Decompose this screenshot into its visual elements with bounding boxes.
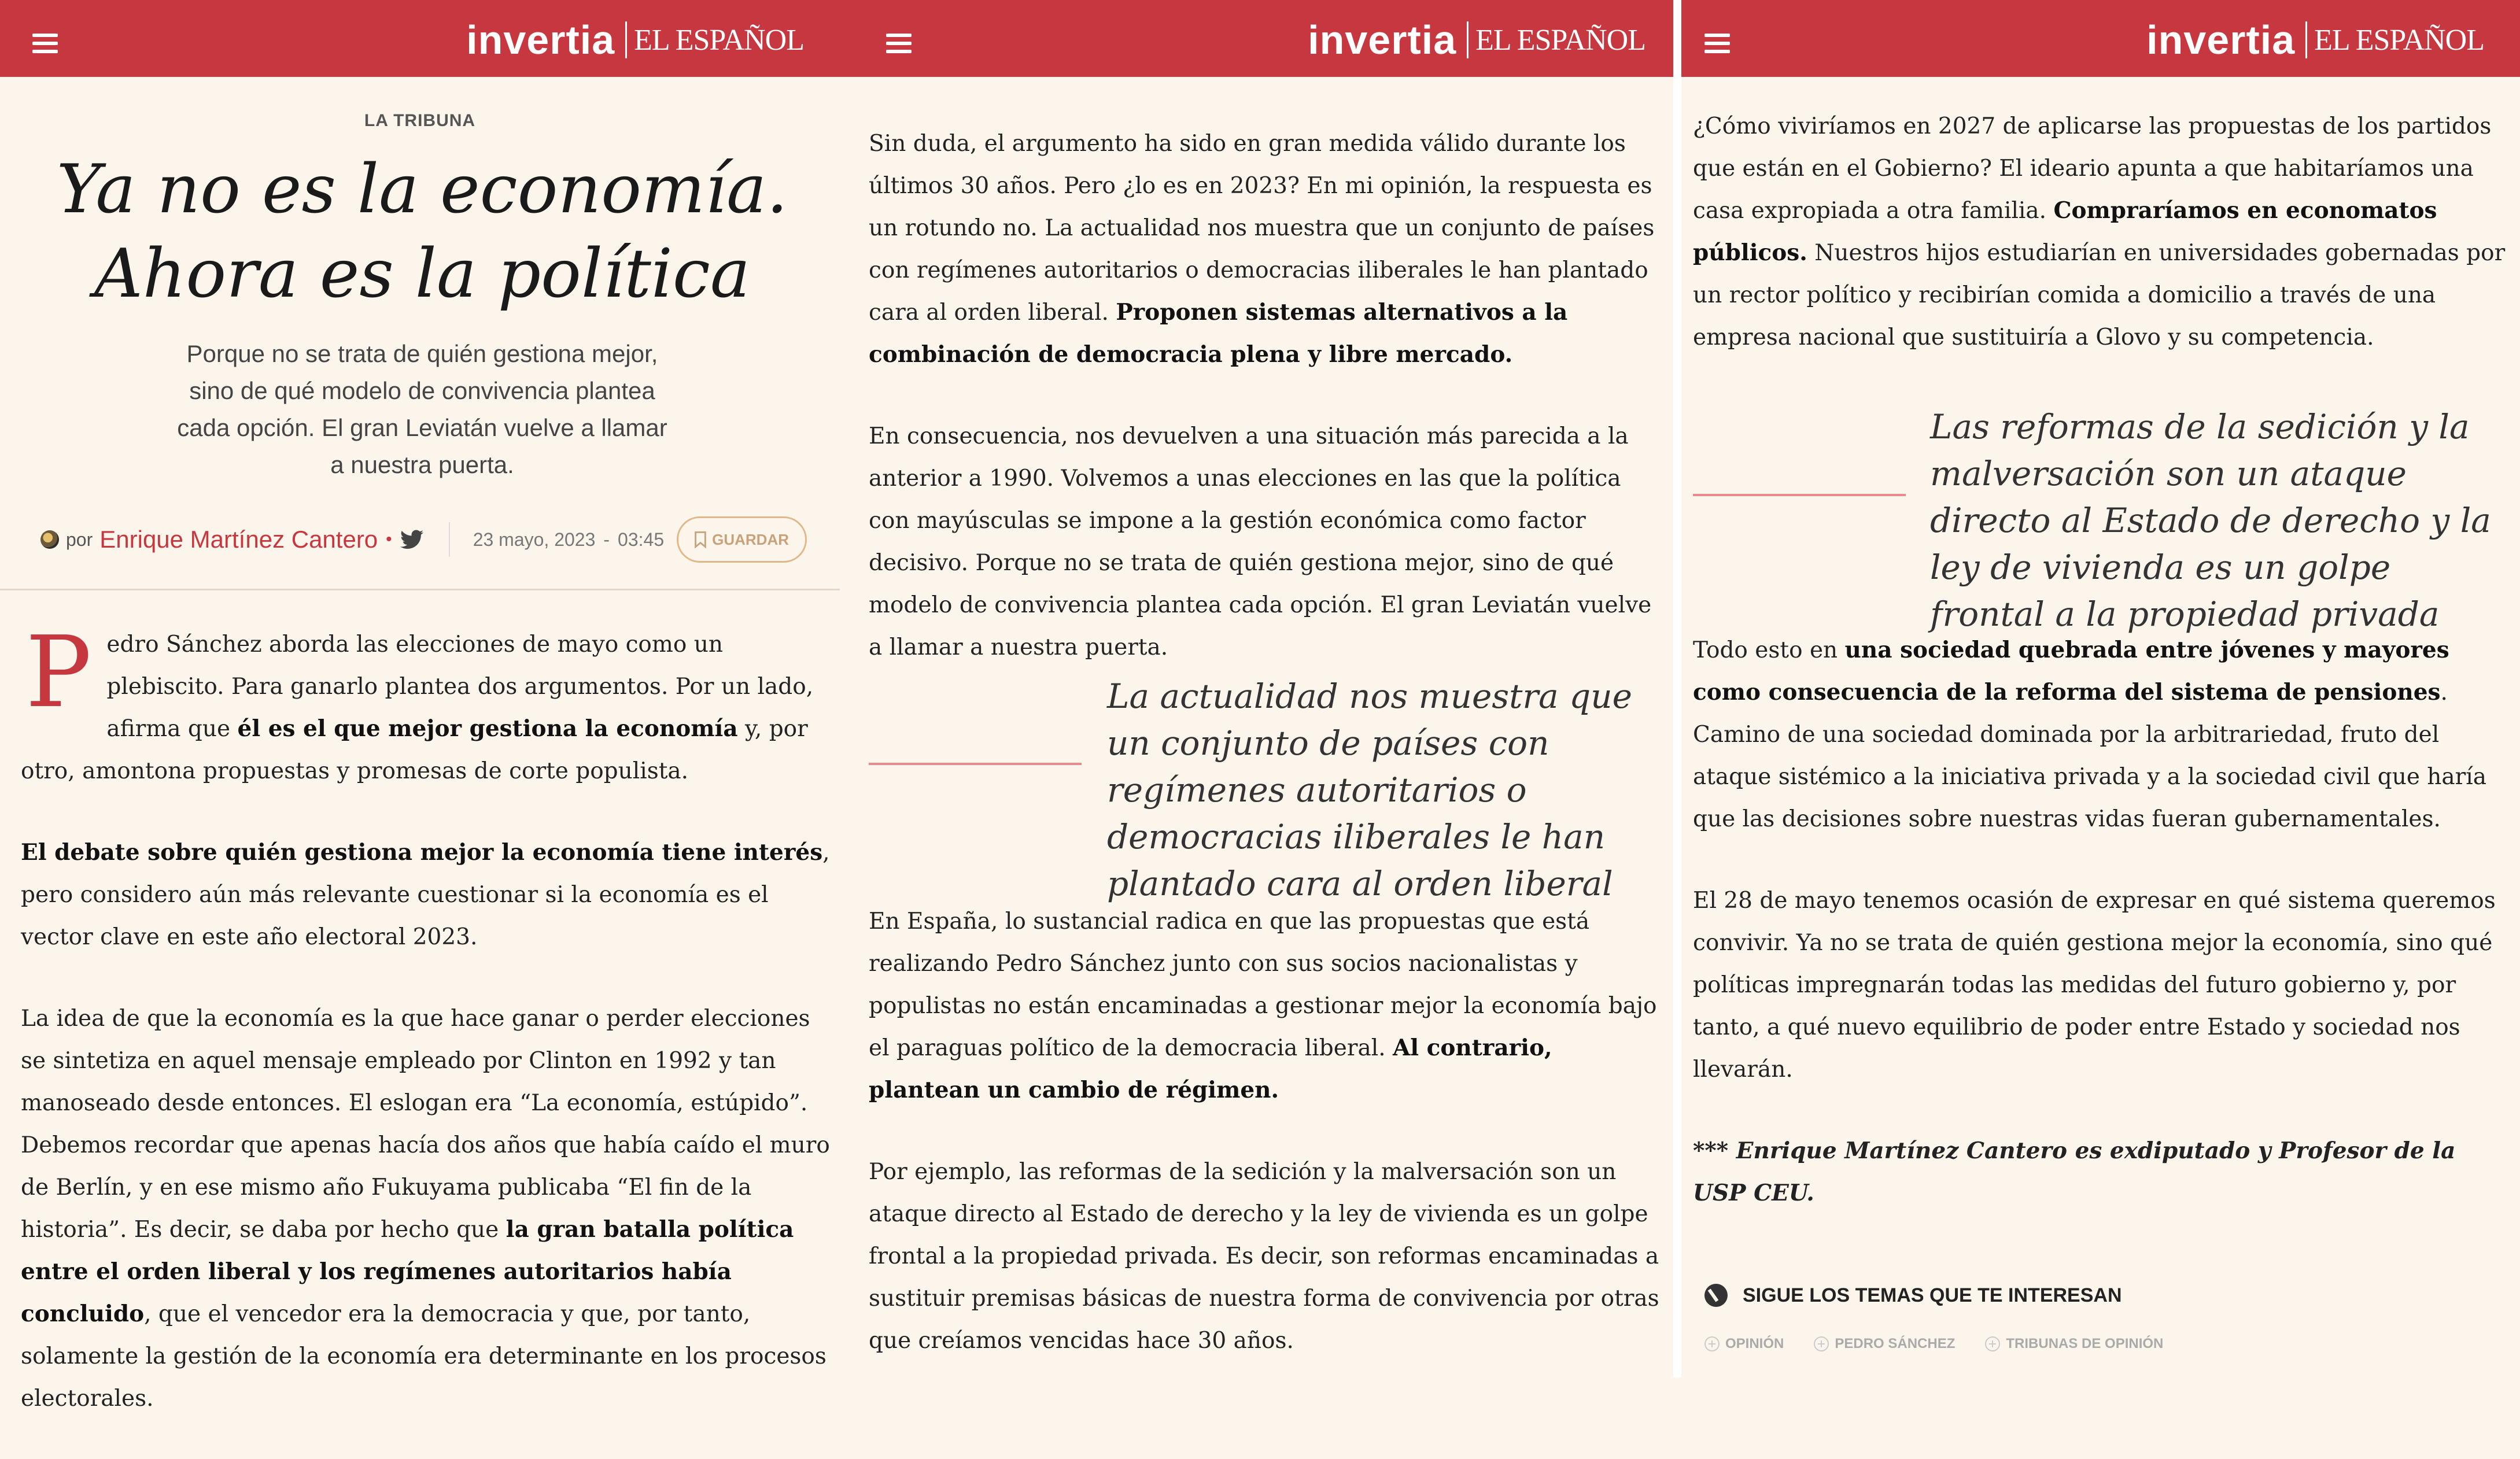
panel-article-middle bbox=[840, 0, 1681, 1377]
save-button[interactable] bbox=[677, 516, 807, 563]
article-title: Ya no es la economía. Ahora es la política bbox=[56, 150, 788, 313]
paragraph-text: La idea de que la economía es la que hace ganar o perder elecciones se sintetiza en aquel mensaje empleado por Clinton en 1992 y tan manoseado desde entonces. El eslogan era “La economía, estúpido”. Debemos recordar que apenas hacía dos años que había caído el muro de Berlín, y en ese mismo año Fukuyama publicaba “El fin de la historia”. Es decir, se daba por hecho que bbox=[21, 1006, 830, 1243]
tag-tribunas-de-opinion[interactable] bbox=[1985, 1336, 2163, 1352]
paragraph-bold: la gran batalla política entre el orden liberal y los regímenes autoritarios había concluido bbox=[21, 1216, 794, 1327]
paragraph-text: , pero considero aún más relevante cuestionar si la economía es el vector clave en este año electoral 2023. bbox=[21, 840, 830, 950]
follow-topics[interactable] bbox=[1704, 1284, 2122, 1307]
tag-label: PEDRO SÁNCHEZ bbox=[1835, 1336, 1956, 1351]
publish-time: 03:45 bbox=[618, 529, 665, 550]
site-logo[interactable] bbox=[466, 14, 804, 66]
panel-article-bottom bbox=[1681, 0, 2520, 1377]
paragraph-bold: Al contrario, plantean un cambio de régimen. bbox=[869, 1035, 1552, 1103]
topic-tags bbox=[1704, 1336, 2193, 1352]
paragraph-text: Sin duda, el argumento ha sido en gran medida válido durante los últimos 30 años. Pero ¿lo es en 2023? En mi opinión, la respuesta es un rotundo no. La actualidad nos muestra que un conjunto de países con regímenes autoritarios o democracias iliberales le han plantado cara al orden liberal. bbox=[869, 131, 1655, 326]
save-label: GUARDAR bbox=[712, 530, 789, 548]
paragraph bbox=[21, 615, 831, 792]
paragraph-bold: Proponen sistemas alternativos a la combinación de democracia plena y libre mercado. bbox=[869, 299, 1568, 368]
paragraph bbox=[1693, 105, 2508, 359]
paragraph-text: ¿Cómo viviríamos en 2027 de aplicarse las propuestas de los partidos que están en el Gobierno? El ideario apunta a que habitaríamos una casa expropiada a otra familia. bbox=[1693, 113, 2492, 224]
tag-pedro-sanchez[interactable] bbox=[1814, 1336, 1955, 1352]
paragraph bbox=[869, 900, 1667, 1111]
publish-date: 23 mayo, 2023 bbox=[473, 529, 596, 550]
paragraph-bold: él es el que mejor gestiona la economía bbox=[237, 715, 738, 742]
article-body-col3a bbox=[1693, 105, 2508, 398]
follow-label: SIGUE LOS TEMAS QUE TE INTERESAN bbox=[1743, 1284, 2122, 1306]
paragraph-text: Nuestros hijos estudiarían en universidades gobernadas por un rector político y recibirían comida a domicilio a través de una empresa nacional que sustituiría a Glovo y su competencia. bbox=[1693, 240, 2506, 350]
paragraph-text: . Camino de una sociedad dominada por la arbitrariedad, fruto del ataque sistémico a la iniciativa privada y a la sociedad civil que haría que las decisiones sobre nuestras vidas fueran gubernamentales. bbox=[1693, 679, 2487, 832]
logo-el-espanol: EL ESPAÑOL bbox=[2314, 23, 2484, 57]
article-body-col2b bbox=[869, 900, 1667, 1401]
author-note-text: *** Enrique Martínez Cantero es exdiputado y Profesor de la USP CEU. bbox=[1693, 1137, 2456, 1206]
top-bar bbox=[0, 0, 840, 77]
paragraph bbox=[21, 998, 831, 1420]
paragraph-bold: Compraríamos en economatos públicos. bbox=[1693, 197, 2437, 266]
tag-label: OPINIÓN bbox=[1725, 1336, 1784, 1351]
plus-icon bbox=[1985, 1336, 2000, 1351]
paragraph bbox=[869, 1151, 1667, 1362]
paragraph-text: Por ejemplo, las reformas de la sedición y la malversación son un ataque directo al Estado de derecho y la ley de vivienda es un golpe frontal a la propiedad privada. Es decir, son reformas encaminadas a sustituir premisas básicas de nuestra forma de convivencia por otras que creíamos vencidas hace 30 años. bbox=[869, 1159, 1659, 1354]
tag-opinion[interactable] bbox=[1704, 1336, 1784, 1352]
site-logo[interactable] bbox=[2146, 14, 2484, 66]
menu-icon[interactable] bbox=[1704, 34, 1730, 53]
menu-icon[interactable] bbox=[886, 34, 912, 53]
paragraph-bold: El debate sobre quién gestiona mejor la economía tiene interés bbox=[21, 839, 823, 866]
byline-prefix: por bbox=[66, 529, 93, 550]
logo-divider bbox=[2305, 21, 2307, 58]
paragraph-text: Todo esto en bbox=[1693, 637, 1845, 663]
article-body-col2a bbox=[869, 123, 1667, 708]
logo-invertia: invertia bbox=[1308, 17, 1457, 62]
paragraph-text: En España, lo sustancial radica en que las propuestas que está realizando Pedro Sánchez junto con sus socios nacionalistas y populistas no están encaminadas a gestionar mejor la economía bajo el paraguas político de la democracia liberal. bbox=[869, 908, 1657, 1061]
paragraph bbox=[1693, 629, 2508, 840]
plus-icon bbox=[1814, 1336, 1829, 1351]
logo-invertia: invertia bbox=[2146, 17, 2296, 62]
plus-icon bbox=[1704, 1336, 1720, 1351]
byline-separator bbox=[449, 522, 450, 557]
paragraph bbox=[869, 123, 1667, 376]
panel-separator bbox=[1673, 0, 1681, 1377]
tag-icon bbox=[1704, 1284, 1728, 1307]
logo-divider bbox=[625, 21, 627, 58]
article-subtitle: Porque no se trata de quién gestiona mejor, sino de qué modelo de convivencia plantea cada opción. El gran Leviatán vuelve a llamar a nuestra puerta. bbox=[177, 340, 667, 478]
tag-label: TRIBUNAS DE OPINIÓN bbox=[2006, 1336, 2164, 1351]
paragraph bbox=[21, 832, 831, 958]
author-avatar bbox=[40, 530, 59, 549]
article-body-col1 bbox=[21, 615, 831, 1459]
pullquote-rule bbox=[1693, 494, 1906, 496]
menu-icon[interactable] bbox=[32, 34, 58, 53]
logo-el-espanol: EL ESPAÑOL bbox=[1475, 23, 1645, 57]
publish-datetime: 23 mayo, 2023 - 03:45 bbox=[473, 529, 665, 550]
paragraph bbox=[1693, 880, 2508, 1091]
dropcap: P bbox=[25, 615, 92, 730]
paragraph bbox=[869, 415, 1667, 668]
author-link[interactable]: Enrique Martínez Cantero bbox=[99, 526, 378, 553]
site-logo[interactable] bbox=[1308, 14, 1645, 66]
paragraph-text: y, por otro, amontona propuestas y promesas de corte populista. bbox=[21, 716, 808, 784]
logo-divider bbox=[1467, 21, 1469, 58]
byline-dot: • bbox=[386, 530, 392, 549]
author-note bbox=[1693, 1130, 2508, 1214]
section-label[interactable]: LA TRIBUNA bbox=[364, 111, 476, 130]
panel-article-top bbox=[0, 0, 840, 1412]
paragraph-text: , que el vencedor era la democracia y que, por tanto, solamente la gestión de la economía era determinante en los procesos electorales. bbox=[21, 1301, 827, 1412]
byline bbox=[40, 519, 827, 560]
top-bar bbox=[840, 0, 1681, 77]
logo-invertia: invertia bbox=[466, 17, 615, 62]
divider-rule bbox=[0, 589, 840, 590]
bookmark-icon bbox=[695, 531, 706, 548]
paragraph-text: En consecuencia, nos devuelven a una situación más parecida a la anterior a 1990. Volvemos a unas elecciones en las que la política con mayúsculas se impone a la gestión económica como factor decisivo. Porque no se trata de quién gestiona mejor, sino de qué modelo de convivencia plantea cada opción. El gran Leviatán vuelve a llamar a nuestra puerta. bbox=[869, 423, 1652, 660]
paragraph-text: El 28 de mayo tenemos ocasión de expresar en qué sistema queremos convivir. Ya no se trata de quién gestiona mejor la economía, sino qué políticas impregnarán todas las medidas del futuro gobierno y, por tanto, a qué nuevo equilibrio de poder entre Estado y sociedad nos llevarán. bbox=[1693, 888, 2496, 1083]
logo-el-espanol: EL ESPAÑOL bbox=[634, 23, 804, 57]
paragraph-text: edro Sánchez aborda las elecciones de mayo como un plebiscito. Para ganarlo plantea dos argumentos. Por un lado, afirma que bbox=[106, 631, 814, 742]
pullquote: Las reformas de la sedición y la malversación son un ataque directo al Estado de derecho y la ley de vivienda es un golpe frontal a la propiedad privada bbox=[1930, 407, 2491, 634]
pullquote-rule bbox=[869, 763, 1082, 765]
article-body-col3b bbox=[1693, 629, 2508, 1254]
paragraph-bold: una sociedad quebrada entre jóvenes y mayores como consecuencia de la reforma del sistema de pensiones bbox=[1693, 637, 2449, 706]
pullquote: La actualidad nos muestra que un conjunto de países con regímenes autoritarios o democracias iliberales le han plantado cara al orden liberal bbox=[1107, 677, 1632, 903]
twitter-icon[interactable] bbox=[400, 530, 423, 549]
top-bar bbox=[1681, 0, 2520, 77]
